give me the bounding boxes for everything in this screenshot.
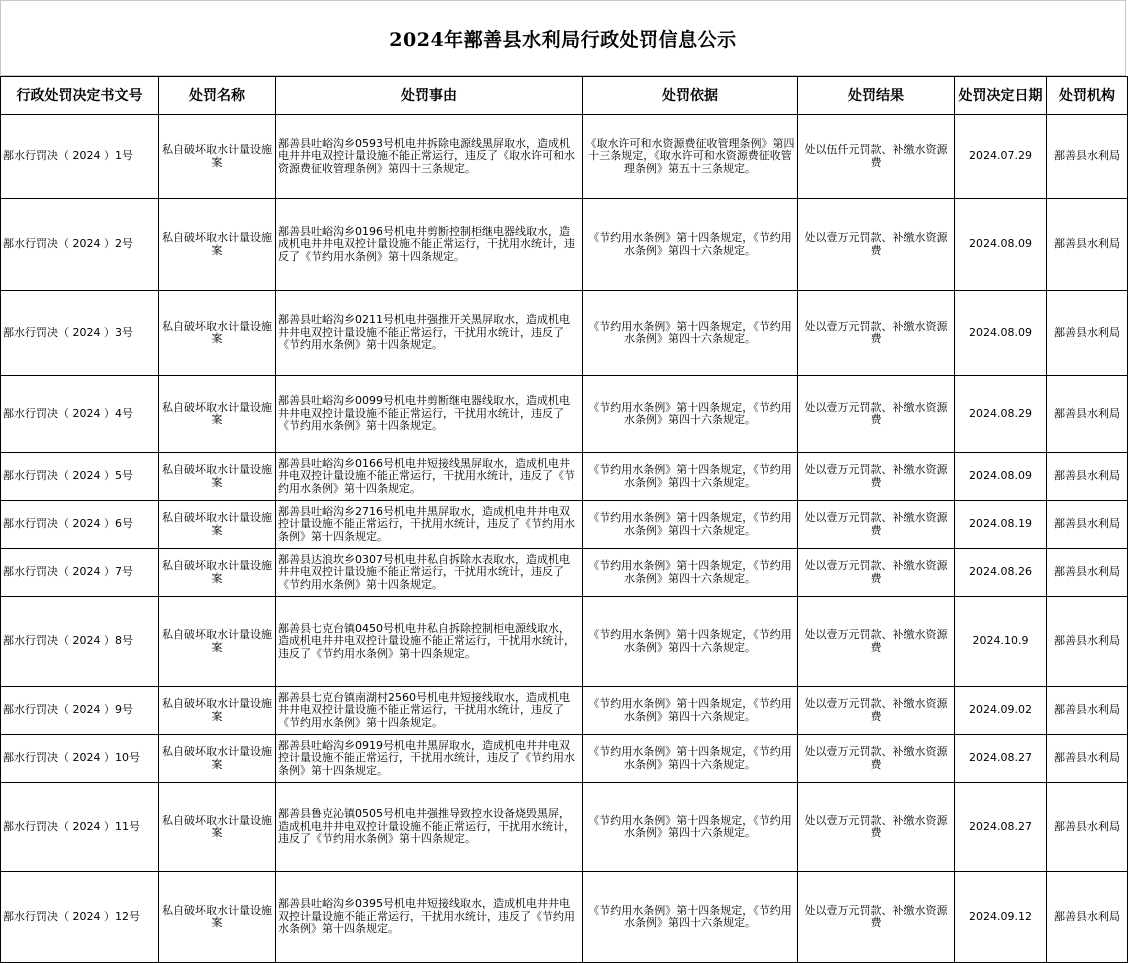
cell-doc-no: 鄯水行罚决（ 2024 ）1号 xyxy=(1,115,159,199)
table-row xyxy=(1,115,1128,199)
cell-reason: 鄯善县达浪坎乡0307号机电井私自拆除水表取水，造成机电井井电双控计量设施不能正常运行，干扰用水统计，违反了《节约用水条例》第十四条规定。 xyxy=(276,549,583,597)
cell-name: 私自破坏取水计量设施案 xyxy=(159,115,276,199)
cell-reason: 鄯善县七克台镇0450号机电井私自拆除控制柜电源线取水，造成机电井井电双控计量设施不能正常运行，干扰用水统计，违反了《节约用水条例》第十四条规定。 xyxy=(276,597,583,687)
cell-result: 处以壹万元罚款、补缴水资源费 xyxy=(798,783,955,872)
cell-date: 2024.08.09 xyxy=(955,453,1047,501)
header-date: 处罚决定日期 xyxy=(955,77,1047,115)
cell-result: 处以壹万元罚款、补缴水资源费 xyxy=(798,735,955,783)
cell-date: 2024.08.26 xyxy=(955,549,1047,597)
cell-name: 私自破坏取水计量设施案 xyxy=(159,872,276,963)
cell-result: 处以壹万元罚款、补缴水资源费 xyxy=(798,501,955,549)
cell-name: 私自破坏取水计量设施案 xyxy=(159,735,276,783)
cell-result: 处以壹万元罚款、补缴水资源费 xyxy=(798,549,955,597)
cell-name: 私自破坏取水计量设施案 xyxy=(159,199,276,291)
table-row xyxy=(1,549,1128,597)
table-row xyxy=(1,783,1128,872)
cell-name: 私自破坏取水计量设施案 xyxy=(159,783,276,872)
cell-reason: 鄯善县吐峪沟乡0166号机电井短接线黑屏取水，造成机电井井电双控计量设施不能正常运行，干扰用水统计，违反了《节约用水条例》第十四条规定。 xyxy=(276,453,583,501)
header-basis: 处罚依据 xyxy=(583,77,798,115)
cell-date: 2024.08.27 xyxy=(955,783,1047,872)
cell-doc-no: 鄯水行罚决（ 2024 ）6号 xyxy=(1,501,159,549)
cell-reason: 鄯善县吐峪沟乡0593号机电井拆除电源线黑屏取水，造成机电井井电双控计量设施不能正常运行，违反了《取水许可和水资源费征收管理条例》第四十三条规定。 xyxy=(276,115,583,199)
cell-date: 2024.09.12 xyxy=(955,872,1047,963)
cell-org: 鄯善县水利局 xyxy=(1047,597,1128,687)
cell-basis: 《取水许可和水资源费征收管理条例》第四十三条规定，《取水许可和水资源费征收管理条例》第五十三条规定。 xyxy=(583,115,798,199)
cell-result: 处以壹万元罚款、补缴水资源费 xyxy=(798,872,955,963)
cell-name: 私自破坏取水计量设施案 xyxy=(159,597,276,687)
cell-doc-no: 鄯水行罚决（ 2024 ）5号 xyxy=(1,453,159,501)
cell-doc-no: 鄯水行罚决（ 2024 ）4号 xyxy=(1,376,159,453)
table-row xyxy=(1,291,1128,376)
cell-reason: 鄯善县吐峪沟乡2716号机电井黑屏取水，造成机电井井电双控计量设施不能正常运行，干扰用水统计，违反了《节约用水条例》第十四条规定。 xyxy=(276,501,583,549)
cell-doc-no: 鄯水行罚决（ 2024 ）11号 xyxy=(1,783,159,872)
cell-basis: 《节约用水条例》第十四条规定，《节约用水条例》第四十六条规定。 xyxy=(583,501,798,549)
table-row xyxy=(1,501,1128,549)
cell-basis: 《节约用水条例》第十四条规定，《节约用水条例》第四十六条规定。 xyxy=(583,783,798,872)
cell-date: 2024.08.09 xyxy=(955,291,1047,376)
table-row xyxy=(1,687,1128,735)
cell-result: 处以伍仟元罚款、补缴水资源费 xyxy=(798,115,955,199)
cell-name: 私自破坏取水计量设施案 xyxy=(159,376,276,453)
table-row xyxy=(1,597,1128,687)
cell-result: 处以壹万元罚款、补缴水资源费 xyxy=(798,687,955,735)
table-row xyxy=(1,735,1128,783)
cell-reason: 鄯善县吐峪沟乡0919号机电井黑屏取水，造成机电井井电双控计量设施不能正常运行，干扰用水统计，违反了《节约用水条例》第十四条规定。 xyxy=(276,735,583,783)
cell-name: 私自破坏取水计量设施案 xyxy=(159,549,276,597)
cell-name: 私自破坏取水计量设施案 xyxy=(159,453,276,501)
penalty-table xyxy=(0,76,1128,963)
cell-date: 2024.08.29 xyxy=(955,376,1047,453)
cell-org: 鄯善县水利局 xyxy=(1047,199,1128,291)
cell-basis: 《节约用水条例》第十四条规定，《节约用水条例》第四十六条规定。 xyxy=(583,376,798,453)
cell-org: 鄯善县水利局 xyxy=(1047,376,1128,453)
cell-name: 私自破坏取水计量设施案 xyxy=(159,687,276,735)
cell-result: 处以壹万元罚款、补缴水资源费 xyxy=(798,291,955,376)
cell-date: 2024.07.29 xyxy=(955,115,1047,199)
cell-basis: 《节约用水条例》第十四条规定，《节约用水条例》第四十六条规定。 xyxy=(583,549,798,597)
cell-basis: 《节约用水条例》第十四条规定，《节约用水条例》第四十六条规定。 xyxy=(583,687,798,735)
table-row xyxy=(1,376,1128,453)
cell-doc-no: 鄯水行罚决（ 2024 ）12号 xyxy=(1,872,159,963)
cell-doc-no: 鄯水行罚决（ 2024 ）3号 xyxy=(1,291,159,376)
cell-org: 鄯善县水利局 xyxy=(1047,501,1128,549)
cell-reason: 鄯善县鲁克沁镇0505号机电井强推导致控水设备烧毁黑屏，造成机电井井电双控计量设施不能正常运行，干扰用水统计，违反了《节约用水条例》第十四条规定。 xyxy=(276,783,583,872)
cell-doc-no: 鄯水行罚决（ 2024 ）8号 xyxy=(1,597,159,687)
table-header-row xyxy=(1,77,1128,115)
cell-basis: 《节约用水条例》第十四条规定，《节约用水条例》第四十六条规定。 xyxy=(583,872,798,963)
cell-result: 处以壹万元罚款、补缴水资源费 xyxy=(798,597,955,687)
cell-name: 私自破坏取水计量设施案 xyxy=(159,291,276,376)
header-name: 处罚名称 xyxy=(159,77,276,115)
cell-org: 鄯善县水利局 xyxy=(1047,872,1128,963)
header-doc-no: 行政处罚决定书文号 xyxy=(1,77,159,115)
title-bar xyxy=(0,0,1126,76)
cell-result: 处以壹万元罚款、补缴水资源费 xyxy=(798,199,955,291)
page-title: 2024年鄯善县水利局行政处罚信息公示 xyxy=(389,28,737,51)
cell-basis: 《节约用水条例》第十四条规定，《节约用水条例》第四十六条规定。 xyxy=(583,291,798,376)
cell-result: 处以壹万元罚款、补缴水资源费 xyxy=(798,376,955,453)
cell-doc-no: 鄯水行罚决（ 2024 ）10号 xyxy=(1,735,159,783)
cell-basis: 《节约用水条例》第十四条规定，《节约用水条例》第四十六条规定。 xyxy=(583,453,798,501)
table-row xyxy=(1,199,1128,291)
cell-reason: 鄯善县吐峪沟乡0196号机电井剪断控制柜继电器线取水，造成机电井井电双控计量设施不能正常运行，干扰用水统计，违反了《节约用水条例》第十四条规定。 xyxy=(276,199,583,291)
cell-name: 私自破坏取水计量设施案 xyxy=(159,501,276,549)
cell-basis: 《节约用水条例》第十四条规定，《节约用水条例》第四十六条规定。 xyxy=(583,597,798,687)
header-org: 处罚机构 xyxy=(1047,77,1128,115)
cell-basis: 《节约用水条例》第十四条规定，《节约用水条例》第四十六条规定。 xyxy=(583,199,798,291)
cell-org: 鄯善县水利局 xyxy=(1047,783,1128,872)
cell-date: 2024.08.27 xyxy=(955,735,1047,783)
table-row xyxy=(1,453,1128,501)
cell-doc-no: 鄯水行罚决（ 2024 ）9号 xyxy=(1,687,159,735)
header-reason: 处罚事由 xyxy=(276,77,583,115)
cell-doc-no: 鄯水行罚决（ 2024 ）2号 xyxy=(1,199,159,291)
cell-date: 2024.08.09 xyxy=(955,199,1047,291)
cell-reason: 鄯善县七克台镇南湖村2560号机电井短接线取水，造成机电井井电双控计量设施不能正常运行，干扰用水统计，违反了《节约用水条例》第十四条规定。 xyxy=(276,687,583,735)
cell-date: 2024.09.02 xyxy=(955,687,1047,735)
cell-org: 鄯善县水利局 xyxy=(1047,735,1128,783)
cell-result: 处以壹万元罚款、补缴水资源费 xyxy=(798,453,955,501)
cell-reason: 鄯善县吐峪沟乡0099号机电井剪断继电器线取水，造成机电井井电双控计量设施不能正常运行，干扰用水统计，违反了《节约用水条例》第十四条规定。 xyxy=(276,376,583,453)
cell-reason: 鄯善县吐峪沟乡0395号机电井短接线取水，造成机电井井电双控计量设施不能正常运行，干扰用水统计，违反了《节约用水条例》第十四条规定。 xyxy=(276,872,583,963)
header-result: 处罚结果 xyxy=(798,77,955,115)
cell-org: 鄯善县水利局 xyxy=(1047,291,1128,376)
cell-date: 2024.08.19 xyxy=(955,501,1047,549)
cell-org: 鄯善县水利局 xyxy=(1047,549,1128,597)
cell-basis: 《节约用水条例》第十四条规定，《节约用水条例》第四十六条规定。 xyxy=(583,735,798,783)
cell-org: 鄯善县水利局 xyxy=(1047,687,1128,735)
cell-date: 2024.10.9 xyxy=(955,597,1047,687)
cell-org: 鄯善县水利局 xyxy=(1047,115,1128,199)
table-row xyxy=(1,872,1128,963)
cell-doc-no: 鄯水行罚决（ 2024 ）7号 xyxy=(1,549,159,597)
cell-org: 鄯善县水利局 xyxy=(1047,453,1128,501)
cell-reason: 鄯善县吐峪沟乡0211号机电井强推开关黑屏取水，造成机电井井电双控计量设施不能正常运行，干扰用水统计，违反了《节约用水条例》第十四条规定。 xyxy=(276,291,583,376)
